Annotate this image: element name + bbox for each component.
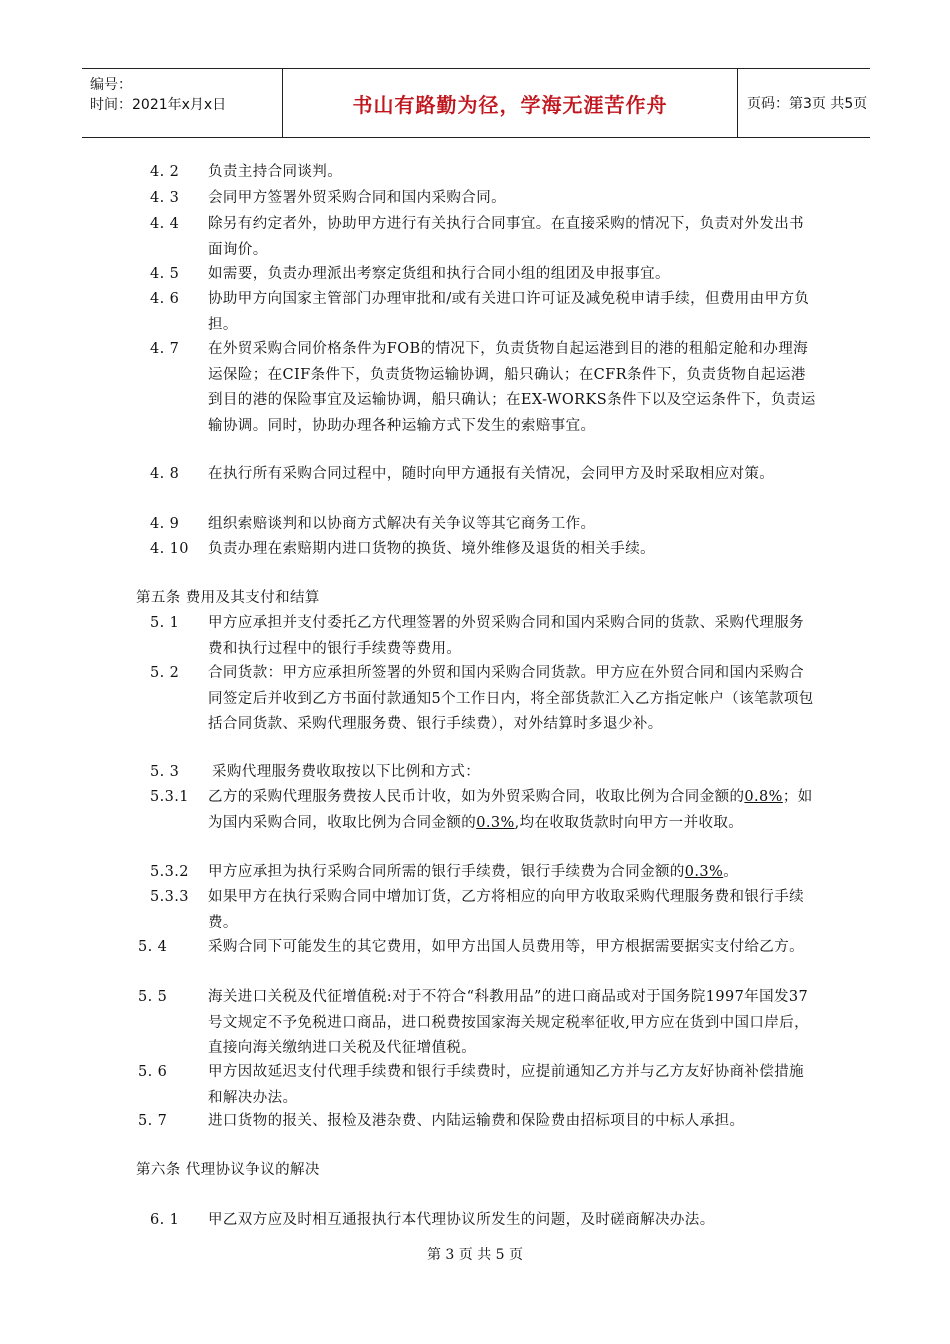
clause-number: 4. 3 xyxy=(150,190,180,206)
clause-text xyxy=(208,860,816,886)
clause-text-part: 乙方的采购代理服务费按人民币计收，如为外贸采购合同，收取比例为合同金额的 xyxy=(208,789,745,805)
clause-number: 5. 6 xyxy=(138,1064,168,1080)
clause-text xyxy=(208,785,816,836)
clause-number: 5. 2 xyxy=(150,665,180,681)
header-page-cell xyxy=(737,69,870,137)
clause-number: 5. 1 xyxy=(150,615,180,631)
clause-number: 5. 4 xyxy=(138,939,168,955)
fee-rate-foreign: 0.8% xyxy=(744,789,783,805)
clause-number: 5. 5 xyxy=(138,989,168,1005)
clause-number: 5. 3 xyxy=(150,764,180,780)
page-info: 页码：第3页 共5页 xyxy=(747,96,868,112)
clause-number: 4. 2 xyxy=(150,164,180,180)
clause-text: 在执行所有采购合同过程中，随时向甲方通报有关情况，会同甲方及时采取相应对策。 xyxy=(208,466,775,482)
clause-text: 甲方应承担并支付委托乙方代理签署的外贸采购合同和国内采购合同的货款、采购代理服务费和执行过程中的银行手续费等费用。 xyxy=(208,615,804,657)
fee-rate-domestic: 0.3% xyxy=(476,814,515,831)
clause-text: 甲乙双方应及时相互通报执行本代理协议所发生的问题，及时磋商解决办法。 xyxy=(208,1212,715,1228)
clause-text: 在外贸采购合同价格条件为FOB的情况下，负责货物自起运港到目的港的租船定舱和办理海运保险；在CIF条件下，负责货物运输协调，船只确认；在CFR条件下，负责货物自起运港到目的港的保险事宜及运输协调，船只确认；在EX-WORKS条件下以及空运条件下，负责运输协调。同时，协助办理各种运输方式下发生的索赔事宜。 xyxy=(208,341,816,434)
clause-number: 4. 4 xyxy=(150,216,180,232)
clause-text-part: ；如为国内采购合同，收取比例为合同金额的 xyxy=(208,789,813,831)
clause-text: 组织索赔谈判和以协商方式解决有关争议等其它商务工作。 xyxy=(208,516,596,532)
serial-label: 编号： xyxy=(90,77,132,93)
clause-number: 4. 9 xyxy=(150,516,180,532)
clause-text: 如需要，负责办理派出考察定货组和执行合同小组的组团及申报事宜。 xyxy=(208,266,670,282)
clause-number: 4. 10 xyxy=(150,541,189,557)
clause-text: 会同甲方签署外贸采购合同和国内采购合同。 xyxy=(208,190,506,206)
clause-text: 除另有约定者外，协助甲方进行有关执行合同事宜。在直接采购的情况下，负责对外发出书面询价。 xyxy=(208,216,804,258)
clause-text-part: ,均在收取货款时向甲方一并收取。 xyxy=(514,814,744,831)
bank-fee-rate: 0.3% xyxy=(684,864,724,880)
header-motto-cell xyxy=(282,69,738,137)
clause-number: 5.3.2 xyxy=(150,864,189,880)
clause-text: 采购合同下可能发生的其它费用，如甲方出国人员费用等，甲方根据需要据实支付给乙方。 xyxy=(208,939,804,955)
clause-number: 5.3.3 xyxy=(150,889,189,905)
date-label: 时间：2021年x月x日 xyxy=(90,97,227,113)
header-meta xyxy=(82,69,282,137)
clause-text: 负责办理在索赔期内进口货物的换货、境外维修及退货的相关手续。 xyxy=(208,541,655,557)
clause-number: 4. 8 xyxy=(150,466,180,482)
clause-text-part: 。 xyxy=(723,864,739,880)
clause-text: 采购代理服务费收取按以下比例和方式： xyxy=(212,764,481,780)
clause-number: 5.3.1 xyxy=(150,789,189,805)
clause-number: 4. 5 xyxy=(150,266,180,282)
clause-text: 如果甲方在执行采购合同中增加订货，乙方将相应的向甲方收取采购代理服务费和银行手续费。 xyxy=(208,889,804,931)
clause-text-part: 甲方应承担为执行采购合同所需的银行手续费，银行手续费为合同金额的 xyxy=(208,864,685,880)
clause-number: 4. 7 xyxy=(150,341,180,357)
page-header xyxy=(82,68,870,138)
clause-text: 海关进口关税及代征增值税:对于不符合“科教用品”的进口商品或对于国务院1997年国发37号文规定不予免税进口商品，进口税费按国家海关规定税率征收,甲方应在货到中国口岸后，直接向海关缴纳进口关税及代征增值税。 xyxy=(208,989,810,1057)
clause-text: 进口货物的报关、报检及港杂费、内陆运输费和保险费由招标项目的中标人承担。 xyxy=(208,1113,745,1129)
clause-text: 甲方因故延迟支付代理手续费和银行手续费时，应提前通知乙方并与乙方友好协商补偿措施和解决办法。 xyxy=(208,1064,804,1106)
clause-number: 5. 7 xyxy=(138,1113,168,1129)
article-6-heading: 第六条 代理协议争议的解决 xyxy=(136,1162,320,1178)
clause-text: 合同货款：甲方应承担所签署的外贸和国内采购合同货款。甲方应在外贸合同和国内采购合同签定后并收到乙方书面付款通知5个工作日内，将全部货款汇入乙方指定帐户（该笔款项包括合同货款、采购代理服务费、银行手续费），对外结算时多退少补。 xyxy=(208,665,814,733)
page-footer: 第 3 页 共 5 页 xyxy=(426,1247,524,1263)
motto: 书山有路勤为径，学海无涯苦作舟 xyxy=(352,92,668,117)
article-5-heading: 第五条 费用及其支付和结算 xyxy=(136,590,320,606)
clause-number: 6. 1 xyxy=(150,1212,180,1228)
clause-text: 负责主持合同谈判。 xyxy=(208,164,343,180)
clause-text: 协助甲方向国家主管部门办理审批和/或有关进口许可证及减免税申请手续，但费用由甲方负担。 xyxy=(208,291,810,333)
clause-number: 4. 6 xyxy=(150,291,180,307)
